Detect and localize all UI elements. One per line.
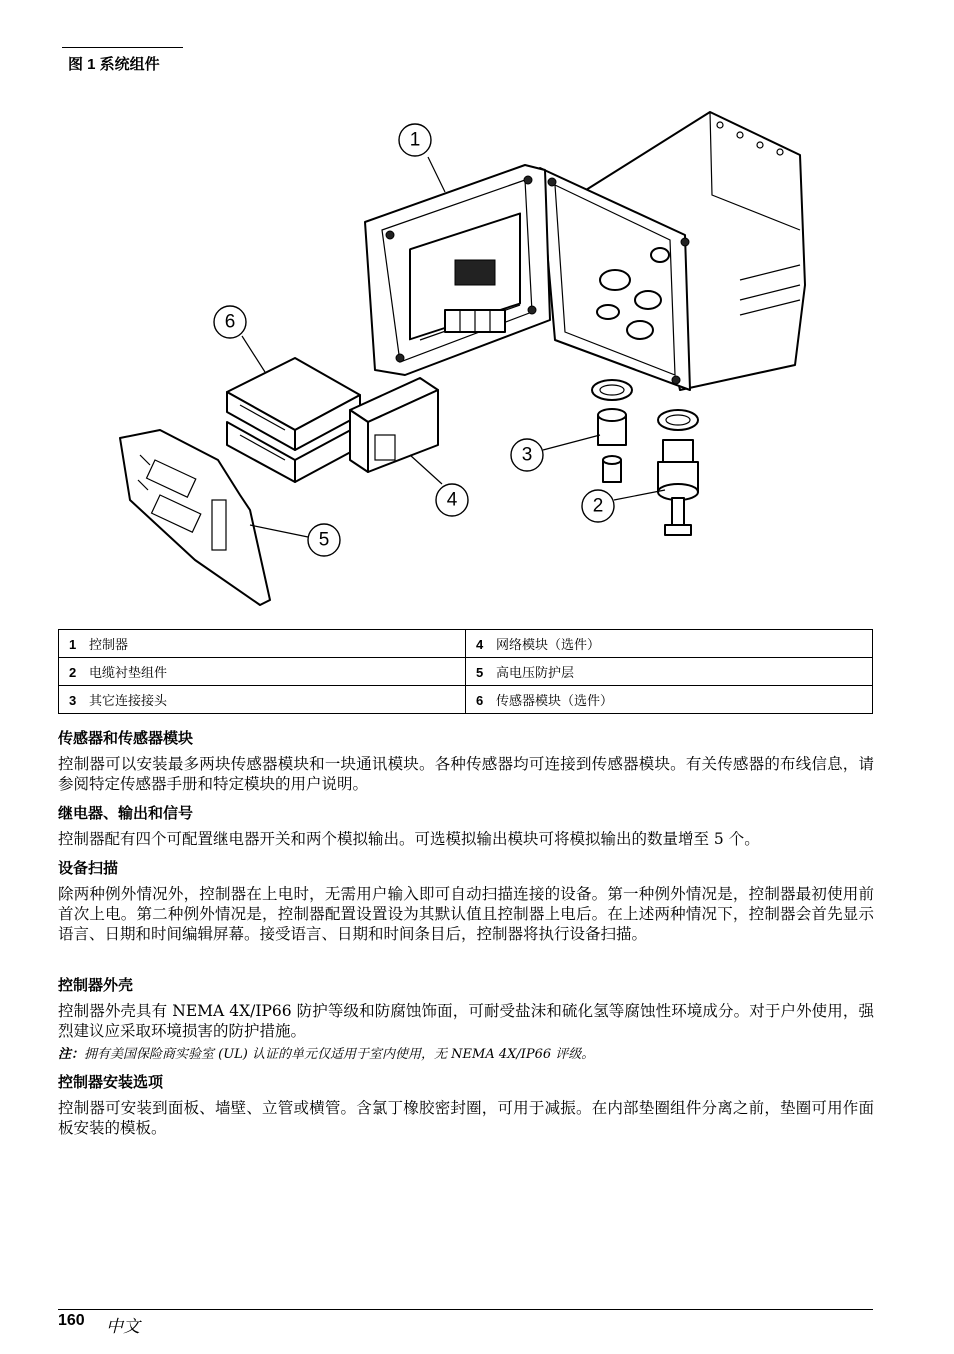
callout-5 (250, 524, 340, 556)
svg-text:2: 2 (592, 495, 604, 517)
heading-device-scan: 设备扫描 (58, 860, 119, 877)
svg-text:1: 1 (409, 129, 421, 151)
note-text: 拥有美国保险商实验室 (UL) 认证的单元仅适用于室内使用，无 NEMA 4X/IP66 评级。 (84, 1047, 595, 1062)
paragraph-enclosure: 控制器外壳具有 NEMA 4X/IP66 防护等级和防腐蚀饰面，可耐受盐沫和硫化氢等腐蚀性环境成分。对于户外使用，强烈建议应采取环境损害的防护措施。 (58, 1002, 874, 1040)
heading-enclosure: 控制器外壳 (58, 977, 134, 994)
figure-top-rule (62, 47, 183, 48)
heading-relays: 继电器、输出和信号 (58, 805, 194, 822)
footer-rule (58, 1309, 873, 1310)
page-language: 中文 (106, 1317, 140, 1337)
table-row: 1 控制器 4 网络模块（选件） (59, 630, 873, 658)
heading-mounting: 控制器安装选项 (58, 1074, 164, 1091)
paragraph-relays: 控制器配有四个可配置继电器开关和两个模拟输出。可选模拟输出模块可将模拟输出的数量增至 5 个。 (58, 830, 760, 848)
callout-6 (214, 306, 265, 372)
network-module (350, 378, 438, 472)
heading-sensors: 传感器和传感器模块 (58, 730, 194, 747)
svg-text:5: 5 (318, 529, 330, 551)
table-row: 2 电缆衬垫组件 5 高电压防护层 (59, 658, 873, 686)
figure-caption: 图 1 系统组件 (68, 56, 160, 73)
table-row: 3 其它连接接头 6 传感器模块（选件） (59, 686, 873, 714)
paragraph-sensors: 控制器可以安装最多两块传感器模块和一块通讯模块。各种传感器均可连接到传感器模块。有关传感器的布线信息，请参阅特定传感器手册和特定模块的用户说明。 (58, 755, 874, 793)
svg-text:3: 3 (521, 444, 533, 466)
cable-gland-assembly (658, 410, 698, 535)
callout-1 (399, 124, 445, 192)
note-label: 注： (58, 1047, 85, 1062)
page-number: 160 (58, 1312, 85, 1329)
system-components-illustration (100, 100, 860, 620)
paragraph-mounting: 控制器可安装到面板、墙壁、立管或横管。含氯丁橡胶密封圈，可用于减振。在内部垫圈组件分离之前，垫圈可用作面板安装的模板。 (58, 1099, 874, 1137)
paragraph-device-scan: 除两种例外情况外，控制器在上电时，无需用户输入即可自动扫描连接的设备。第一种例外情况是，控制器最初使用前首次上电。第二种例外情况是，控制器配置设置设为其默认值且控制器上电后。在上述两种情况下，控制器会首先显示语言、日期和时间编辑屏幕。接受语言、日期和时间条目后，控制器将执行设备扫描。 (58, 885, 874, 943)
svg-text:4: 4 (446, 489, 458, 511)
callout-4 (410, 455, 468, 516)
callout-3 (511, 435, 600, 471)
additional-fittings (592, 380, 632, 482)
figure-legend-table (58, 629, 873, 714)
sensor-modules (227, 358, 360, 482)
note (58, 1043, 594, 1062)
svg-text:6: 6 (224, 311, 236, 333)
controller-front (365, 165, 550, 375)
callout-2 (582, 490, 665, 522)
